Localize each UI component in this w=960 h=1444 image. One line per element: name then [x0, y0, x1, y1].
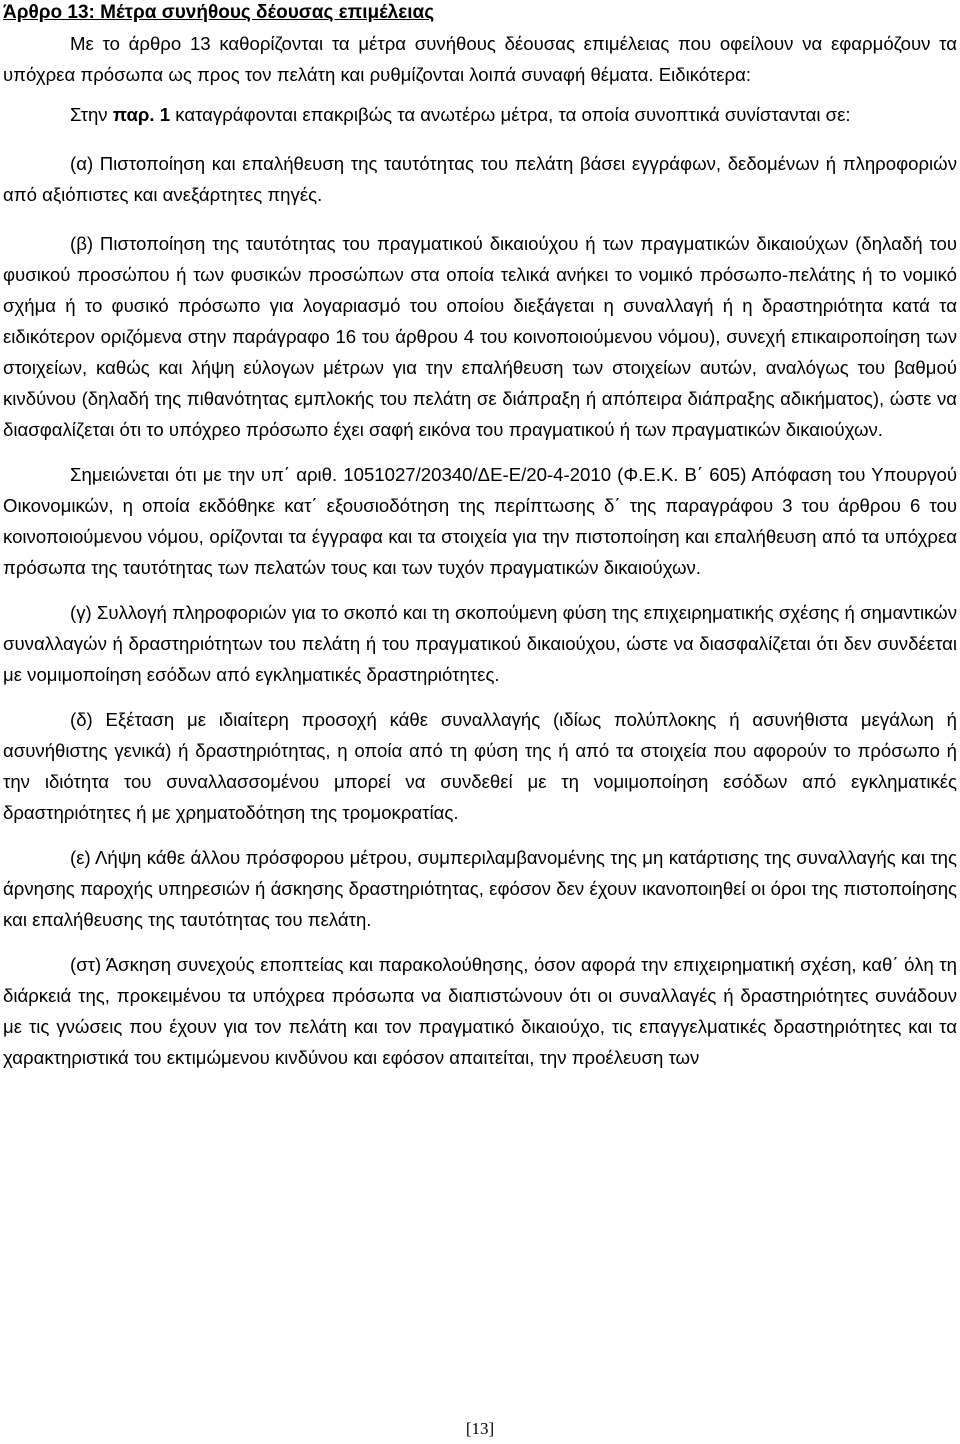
item-epsilon: (ε) Λήψη κάθε άλλου πρόσφορου μέτρου, συμπεριλαμβανομένης της μη κατάρτισης της συναλλαγής και της άρνησης παροχής υπηρεσιών ή άσκησης δραστηριότητας, εφόσον δεν έχουν ικανοποιηθεί οι όροι της πιστοποίησης και επαλήθευσης της ταυτότητας του πελάτη.	[3, 847, 957, 930]
article-heading: Άρθρο 13: Μέτρα συνήθους δέουσας επιμέλειας	[3, 2, 435, 23]
intro-paragraph: Με το άρθρο 13 καθορίζονται τα μέτρα συνήθους δέουσας επιμέλειας που οφείλουν να εφαρμόζουν τα υπόχρεα πρόσωπα ως προς τον πελάτη και ρυθμίζονται λοιπά συναφή θέματα. Ειδικότερα:	[3, 33, 957, 85]
item-st: (στ) Άσκηση συνεχούς εποπτείας και παρακολούθησης, όσον αφορά την επιχειρηματική σχέση, καθ΄ όλη τη διάρκειά της, προκειμένου τα υπόχρεα πρόσωπα να διαπιστώνουν ότι οι συναλλαγές ή δραστηριότητες συνάδουν με τις γνώσεις που έχουν για τον πελάτη και τον πραγματικό δικαιούχο, τις επαγγελματικές δραστηριότητες και τα χαρακτηριστικά του εκτιμώμενου κινδύνου και εφόσον απαιτείται, την προέλευση των	[3, 954, 957, 1068]
item-delta: (δ) Εξέταση με ιδιαίτερη προσοχή κάθε συναλλαγής (ιδίως πολύπλοκης ή ασυνήθιστα μεγάλωη ή ασυνήθιστης γενικά) ή δραστηριότητας, η οποία από τη φύση της ή από τα στοιχεία που αφορούν το πρόσωπο ή την ιδιότητα του συναλλασσομένου μπορεί να συνδεθεί με τη νομιμοποίηση εσόδων από εγκληματικές δραστηριότητες ή με χρηματοδότηση της τρομοκρατίας.	[3, 709, 957, 823]
page-number: [13]	[465, 1419, 495, 1438]
par1-paragraph	[3, 99, 957, 130]
par1-reference: παρ. 1	[112, 104, 171, 125]
par1-lead: Στην	[70, 104, 113, 125]
note-paragraph: Σημειώνεται ότι με την υπ΄ αριθ. 1051027/20340/ΔΕ-Ε/20-4-2010 (Φ.Ε.Κ. Β΄ 605) Απόφαση του Υπουργού Οικονομικών, η οποία εκδόθηκε κατ΄ εξουσιοδότηση της περίπτωσης δ΄ της παραγράφου 3 του άρθρου 6 του κοινοποιούμενου νόμου, ορίζονται τα έγγραφα και τα στοιχεία για την πιστοποίηση και επαλήθευση από τα υπόχρεα πρόσωπα της ταυτότητας των πελατών τους και των τυχόν πραγματικών δικαιούχων.	[3, 464, 957, 578]
item-beta: (β) Πιστοποίηση της ταυτότητας του πραγματικού δικαιούχου ή των πραγματικών δικαιούχων (δηλαδή του φυσικού προσώπου ή των φυσικών προσώπων στα οποία τελικά ανήκει το νομικό πρόσωπο-πελάτης ή το νομικό σχήμα ή το φυσικό πρόσωπο για λογαριασμό του οποίου διεξάγεται η συναλλαγή ή η δραστηριότητα κατά τα ειδικότερον οριζόμενα στην παράγραφο 16 του άρθρου 4 του κοινοποιούμενου νόμου), συνεχή επικαιροποίηση των στοιχείων, καθώς και λήψη εύλογων μέτρων για την επαλήθευση των στοιχείων αυτών, αναλόγως του βαθμού κινδύνου (δηλαδή της πιθανότητας εμπλοκής του πελάτη σε διάπραξη ή απόπειρα διάπραξης αδικήματος), ώστε να διασφαλίζεται ότι το υπόχρεο πρόσωπο έχει σαφή εικόνα του πραγματικού ή των πραγματικών δικαιούχων.	[3, 233, 957, 440]
item-gamma: (γ) Συλλογή πληροφοριών για το σκοπό και τη σκοπούμενη φύση της επιχειρηματικής σχέσης ή σημαντικών συναλλαγών ή δραστηριότητων του πελάτη ή του πραγματικού δικαιούχου, ώστε να διασφαλίζεται ότι δεν συνδέεται με νομιμοποίηση εσόδων από εγκληματικές δραστηριότητες.	[3, 602, 957, 685]
item-alpha: (α) Πιστοποίηση και επαλήθευση της ταυτότητας του πελάτη βάσει εγγράφων, δεδομένων ή πληροφοριών από αξιόπιστες και ανεξάρτητες πηγές.	[3, 153, 957, 205]
par1-text: καταγράφονται επακριβώς τα ανωτέρω μέτρα, τα οποία συνοπτικά συνίστανται σε:	[170, 104, 851, 125]
